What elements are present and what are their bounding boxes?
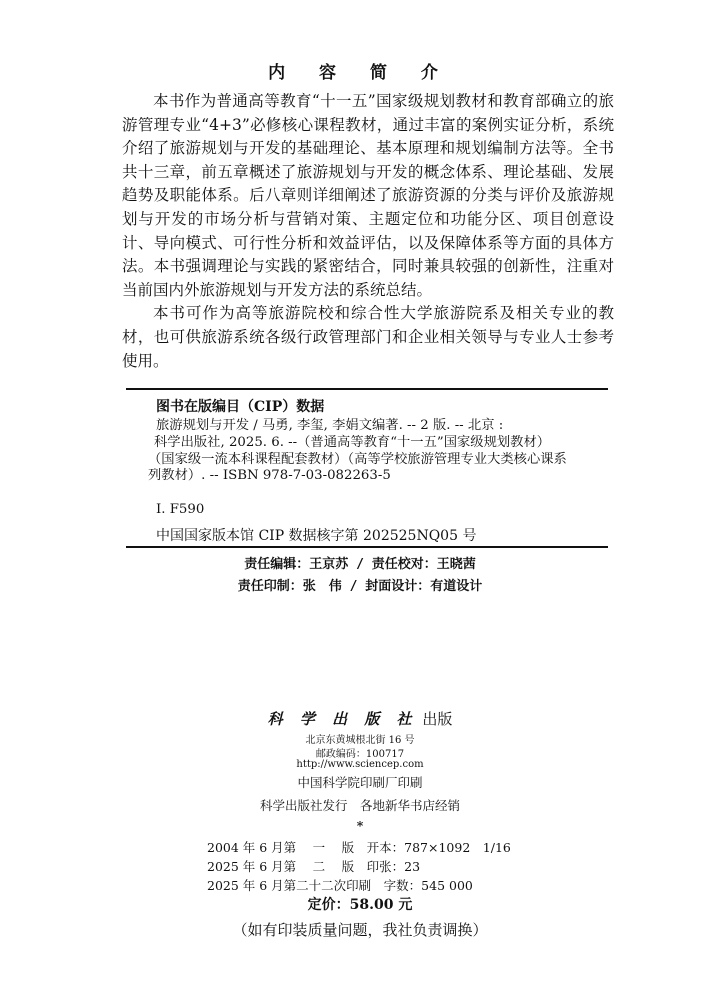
edition-row: 2025 年 6 月第 二 版 印张：23	[207, 859, 421, 874]
summary-paragraph-1: 本书作为普通高等教育“十一五”国家级规划教材和教育部确立的旅游管理专业“4+3”必修核心课程教材，通过丰富的案例实证分析，系统介绍了旅游规划与开发的基础理论、基本原理和规划编制方法等。全书共十三章，前五章概述了旅游规划与开发的概念体系、理论基础、发展趋势及职能体系。后八章则详细阐述了旅游资源的分类与评价及旅游规划与开发的市场分析与营销对策、主题定位和功能分区、项目创意设计、导向模式、可行性分析和效益评估，以及保障体系等方面的具体方法。本书强调理论与实践的紧密结合，同时兼具较强的创新性，注重对当前国内外旅游规划与开发方法的系统总结。	[122, 92, 614, 299]
staff-editors: 责任编辑：王京苏 / 责任校对：王晓茜	[244, 557, 476, 572]
publisher-postcode: 邮政编码：100717	[315, 749, 405, 760]
cip-line: 列教材）. -- ISBN 978-7-03-082263-5	[148, 468, 391, 484]
price: 定价：58.00 元	[307, 897, 413, 913]
cip-record-number: 中国国家版本馆 CIP 数据核字第 202525NQ05 号	[156, 528, 477, 544]
summary-text	[122, 90, 614, 373]
publisher-website: http://www.sciencep.com	[296, 759, 424, 770]
publisher-logo-text: 科 学 出 版 社	[267, 710, 418, 728]
summary-paragraph-2: 本书可作为高等旅游院校和综合性大学旅游院系及相关专业的教材，也可供旅游系统各级行政管理部门和企业相关领导与专业人士参考使用。	[122, 304, 614, 370]
cip-record	[148, 418, 608, 485]
cip-line: 科学出版社, 2025. 6. --（普通高等教育“十一五”国家级规划教材）	[154, 434, 551, 450]
summary-title: 内 容 简 介	[268, 63, 452, 83]
cip-classification: Ⅰ. F590	[156, 502, 205, 517]
separator-star: *	[356, 818, 364, 833]
edition-row: 2004 年 6 月第 一 版 开本：787×1092 1/16	[207, 840, 511, 855]
cip-heading: 图书在版编目（CIP）数据	[156, 399, 325, 415]
publisher-name	[0, 708, 720, 729]
publisher-address: 北京东黄城根北街 16 号	[305, 735, 415, 746]
staff-production: 责任印制：张 伟 / 封面设计：有道设计	[237, 579, 483, 594]
publisher-suffix: 出版	[422, 710, 453, 728]
cip-line: （国家级一流本科课程配套教材）（高等学校旅游管理专业大类核心课系	[148, 451, 567, 467]
cip-line: 旅游规划与开发 / 马勇, 李玺, 李娟文编著. -- 2 版. -- 北京 :	[156, 418, 504, 433]
printer: 中国科学院印刷厂印刷	[297, 775, 423, 790]
quality-notice: （如有印装质量问题，我社负责调换）	[232, 921, 488, 939]
cip-top-rule	[126, 388, 608, 390]
edition-row: 2025 年 6 月第二十二次印刷 字数：545 000	[207, 878, 473, 893]
cip-bottom-rule	[126, 546, 608, 548]
distribution: 科学出版社发行 各地新华书店经销	[259, 798, 460, 813]
